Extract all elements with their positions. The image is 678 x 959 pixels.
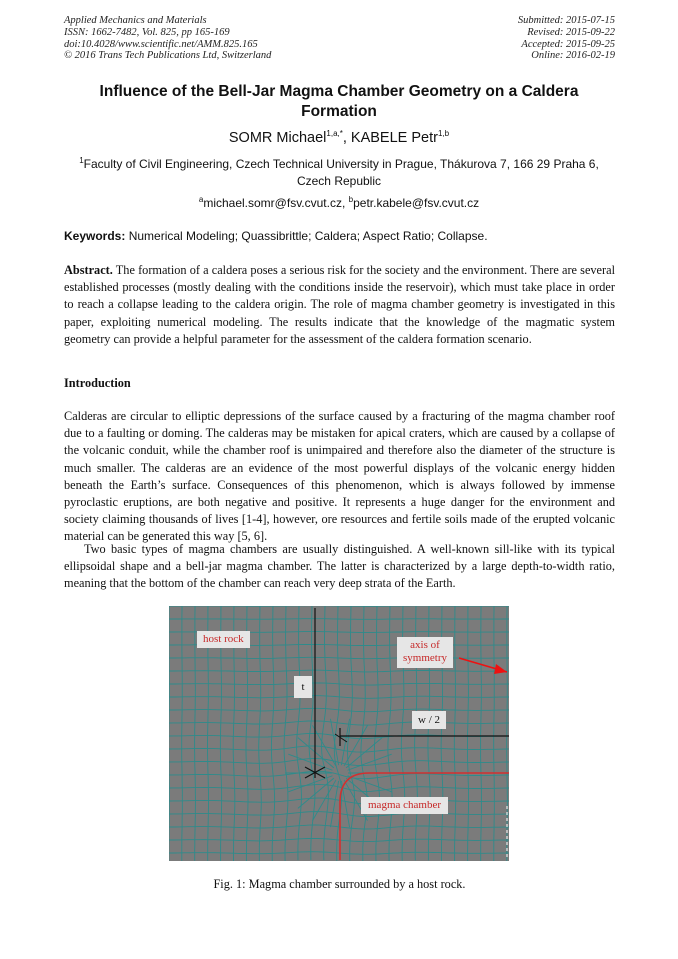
journal-name: Applied Mechanics and Materials xyxy=(64,15,207,26)
affiliation-text: Faculty of Civil Engineering, Czech Technical University in Prague, Thákurova 7, 166 29 Praha 6, Czech Republic xyxy=(83,157,599,188)
figure-mesh xyxy=(169,606,509,861)
doi: doi:10.4028/www.scientific.net/AMM.825.165 xyxy=(64,38,258,50)
author-1: SOMR Michael xyxy=(228,129,327,146)
accepted-date: Accepted: 2015-09-25 xyxy=(521,38,615,50)
authors xyxy=(64,129,614,146)
author-2-sup: 1,b xyxy=(437,129,450,138)
keywords xyxy=(64,229,614,243)
abstract-text: The formation of a caldera poses a serious risk for the society and the environment. There are several established processes (mostly dealing with the conditions inside the reservoir), which must take place in order to reach a collapse leading to the caldera origin. The role of magma chamber geometry is investigated in this paper, exploiting numerical modeling. The results indicate that the knowledge of the magmatic system geometry can provide a helpful parameter for the assessment of the caldera formation scenario. xyxy=(64,263,615,346)
online-date: Online: 2016-02-19 xyxy=(531,50,615,62)
affiliation xyxy=(64,153,614,189)
intro-paragraph-1: Calderas are circular to elliptic depressions of the surface caused by a fracturing of the magma chamber roof due to a faulting or doming. The calderas may be mistaken for apical craters, which are caused by a collapse of the volcanic conduit, while the chamber roof is unimpaired and therefore also the diameter of the structure is much smaller. The calderas are an evidence of the most powerful displays of the volcanic energy hidden beneath the Earth’s surface. Consequences of this phenomenon, which is always followed by immense pyroclastic eruptions, are both negative and positive. It represents a huge danger for the environment and society claiming thousands of lives [1-4], however, ore resources and fertile soils made of the erupted volcanic material can be generated this way [5, 6]. xyxy=(64,409,615,544)
email-a-sup: a xyxy=(198,195,204,204)
submitted-date: Submitted: 2015-07-15 xyxy=(517,15,615,26)
author-2: KABELE Petr xyxy=(350,129,438,146)
label-w2: w / 2 xyxy=(412,711,446,729)
keywords-label: Keywords: xyxy=(64,229,126,243)
email-b-sup: b xyxy=(348,195,354,204)
author-1-sup: 1,a,* xyxy=(326,129,343,138)
publication-dates xyxy=(518,15,615,62)
label-host-rock: host rock xyxy=(197,631,250,648)
label-magma-chamber: magma chamber xyxy=(361,797,448,814)
label-axis-of-symmetry xyxy=(397,637,453,668)
email-b: petr.kabele@fsv.cvut.cz xyxy=(353,196,480,210)
section-heading-introduction: Introduction xyxy=(64,376,131,390)
abstract xyxy=(64,262,615,348)
author-separator: , xyxy=(342,129,351,146)
mesh-line-vertical xyxy=(507,606,508,861)
email-a: michael.somr@fsv.cvut.cz, xyxy=(203,196,349,210)
issn: ISSN: 1662-7482, Vol. 825, pp 165-169 xyxy=(64,26,230,38)
label-axis-line2: symmetry xyxy=(403,652,447,664)
copyright: © 2016 Trans Tech Publications Ltd, Switzerland xyxy=(64,50,272,62)
emails xyxy=(64,195,614,210)
mesh-line-horizontal xyxy=(169,619,509,620)
revised-date: Revised: 2015-09-22 xyxy=(527,26,615,38)
paper-title: Influence of the Bell-Jar Magma Chamber Geometry on a Caldera Formation xyxy=(99,83,579,120)
figure-caption: Fig. 1: Magma chamber surrounded by a host rock. xyxy=(213,877,466,891)
keywords-text: Numerical Modeling; Quassibrittle; Caldera; Aspect Ratio; Collapse. xyxy=(125,229,488,243)
label-t: t xyxy=(294,676,312,698)
label-axis-line1: axis of xyxy=(410,639,440,651)
affiliation-sup: 1 xyxy=(79,156,84,165)
intro-paragraph-2: Two basic types of magma chambers are usually distinguished. A well-known sill-like with its typical ellipsoidal shape and a bell-jar magma chamber. The latter is characterized by a large depth-to-width ratio, meaning that the bottom of the chamber can reach very deep strata of the Earth. xyxy=(64,542,615,591)
journal-info xyxy=(64,15,271,62)
abstract-label: Abstract. xyxy=(64,263,113,277)
